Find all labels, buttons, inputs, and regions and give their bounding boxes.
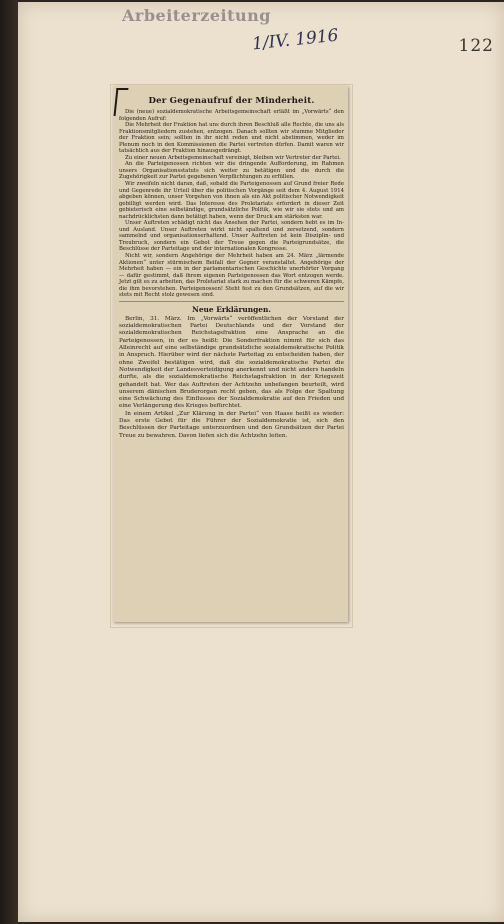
page-number: 122 bbox=[458, 36, 494, 56]
clipping-paragraph: Nicht wir, sondern Angehörige der Mehrheit haben am 24. März „lärmende Aktionen“ unter stürmischem Beifall der Gegner veranstaltet. Angehörige der Mehrheit haben — ein in der parlamentarischen Geschichte unerhörter Vorgang — dafür gestimmt, daß ihrem eigenen Parteigenossen das Wort entzogen werde. Jetzt gilt es zu arbeiten, das Proletariat stark zu machen für die schweren Kämpfe, die ihm bevorstehen. Parteigenossen! Steht fest zu den Grundsätzen, auf die wir stets mit Recht stolz gewesen sind. bbox=[119, 253, 344, 299]
binding-edge bbox=[0, 0, 18, 924]
clipping-paragraph: In einem Artikel „Zur Klärung in der Partei“ von Haase heißt es wieder: Das erste Gebot für die Führer der Sozialdemokratie ist, sich den Beschlüssen der Parteitage unterzuordnen und den Grundsätzen der Partei Treue zu bewahren. Davon liefen sich die Achtzehn leiten. bbox=[119, 410, 344, 439]
clipping-headline: Der Gegenaufruf der Minderheit. bbox=[148, 96, 315, 106]
clipping-paragraph: Berlin, 31. März. Im „Vorwärts“ veröffentlichen der Vorstand der sozialdemokratischen Partei Deutschlands und der Vorstand der sozialdemokratischen Reichstagsfraktion eine Ansprache an die Parteigenossen, in der es heißt: Die Sonderfraktion nimmt für sich das Alleinrecht auf eine selbständige grundsätzliche sozialdemokratische Politik in Anspruch. Hierüber wird der nächste Parteitag zu entscheiden haben, der ohne Zweifel bestätigen wird, daß die sozialdemokratische Partei die Notwendigkeit der Landesverteidigung anerkennt und nicht anders handeln durfte, als die sozialdemokratische Reichstagsfraktion in der Kriegszeit gehandelt hat. Wer das Auftreten der Achtzehn unbefangen beurteilt, wird unserem dänischen Bruderorgan recht geben, das als Folge der Spaltung eine Schwächung des Einflusses der Sozialdemokratie auf den Frieden und eine Verlängerung des Krieges befürchtet. bbox=[119, 315, 344, 410]
handwritten-date: 1/IV. 1916 bbox=[251, 25, 340, 55]
clipping-paragraph: Wir zweifeln nicht daran, daß, sobald die Parteigenossen auf Grund freier Rede und Gegenrede ihr Urteil über die politischen Vorgänge seit dem 4. August 1914 abgeben können, unser Vorgehen von ihnen als ein Akt politischer Notwendigkeit gebilligt werden wird. Das Interesse des Proletariats erfordert in dieser Zeit gebieterisch eine selbständige, grundsätzliche Politik, wie wir sie stets und am nachdrücklichsten dann betätigt haben, wenn der Druck am stärksten war. bbox=[119, 181, 344, 220]
clipping-paragraph: An die Parteigenossen richten wir die dringende Aufforderung, im Rahmen unsers Organisationsstatuts sich weiter zu betätigen und die durch die Zugehörigkeit zur Partei gegebenen Verpflichtungen zu erfüllen. bbox=[119, 161, 344, 181]
clipping-paragraph: Die (neue) sozialdemokratische Arbeitsgemeinschaft erläßt im „Vorwärts“ den folgenden Aufruf: bbox=[119, 109, 344, 122]
newspaper-stamp: Arbeiterzeitung bbox=[122, 6, 271, 25]
clipping-paragraph: Unser Auftreten schädigt nicht das Ansehen der Partei, sondern hebt es im In- und Ausland. Unser Auftreten wirkt nicht spaltend und zersetzend, sondern sammelnd und organisationserhaltend. Unser Auftreten ist kein Disziplin- und Treubruch, sondern ein Gebot der Treue gegen die Parteigrundsätze, die Beschlüsse der Parteitage und der internationalen Kongresse. bbox=[119, 220, 344, 253]
clipping-paragraph: Zu einer neuen Arbeitsgemeinschaft vereinigt, bleiben wir Vertreter der Partei. bbox=[125, 154, 341, 161]
clipping-paragraph: Die Mehrheit der Fraktion hat uns durch ihren Beschluß alle Rechte, die uns als Fraktionsmitgliedern zustehen, entzogen. Danach sollten wir stumme Mitglieder der Fraktion sein; sollten in ihr nicht reden und nicht abstimmen, weder im Plenum noch in den Kommissionen die Partei vertreten dürfen. Damit waren wir tatsächlich aus der Fraktion hinausgedrängt. bbox=[119, 122, 344, 155]
clipping-subheadline: Neue Erklärungen. bbox=[192, 304, 271, 314]
section-divider bbox=[119, 301, 344, 302]
newspaper-clipping bbox=[113, 86, 348, 622]
